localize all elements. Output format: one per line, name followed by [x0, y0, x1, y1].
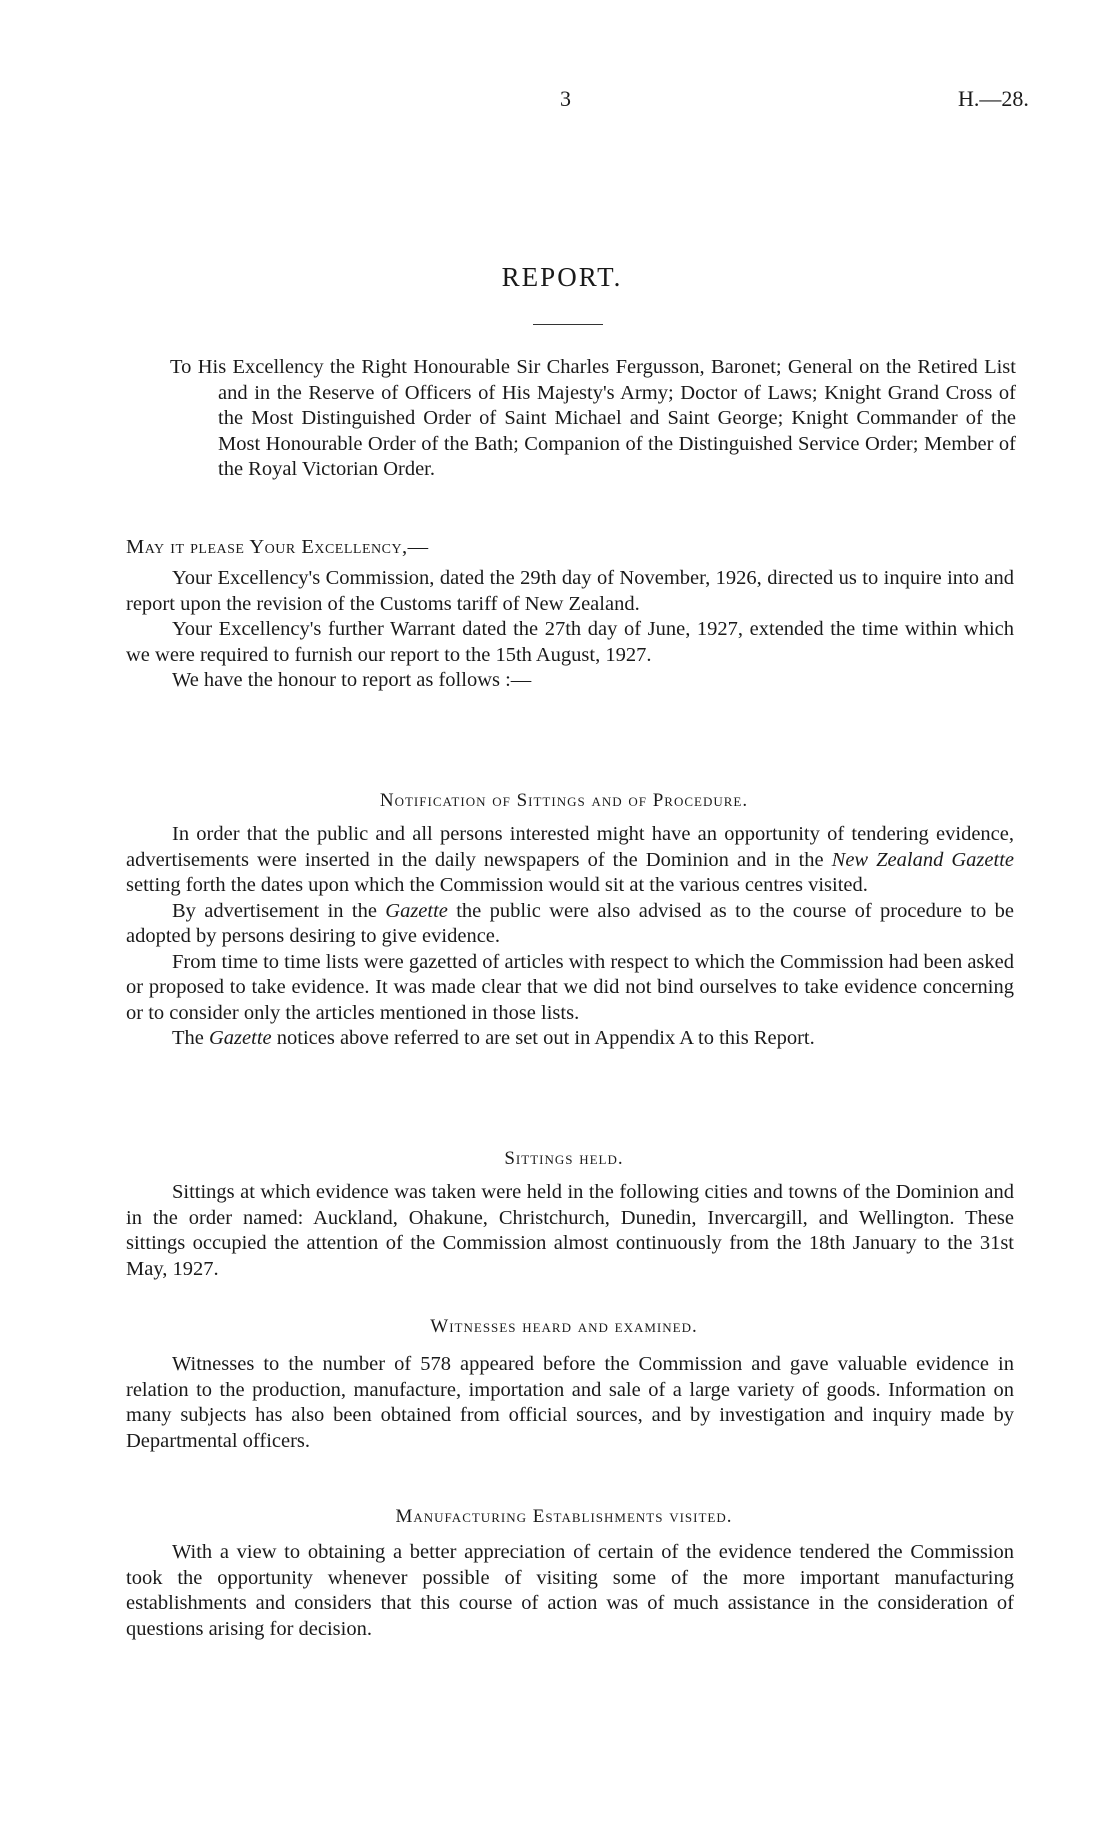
notification-paragraph-1: In order that the public and all persons interested might have an opportunity of tendering evidence, advertisements were inserted in the daily newspapers of the Dominion and in the New Zealand Gazette setting forth the dates upon which the Commission would sit at the various centres visited. [126, 823, 1014, 896]
heading-witnesses: Witnesses heard and examined. [430, 1316, 698, 1337]
witnesses-paragraph: Witnesses to the number of 578 appeared before the Commission and gave valuable evidence in relation to the production, manufacture, importation and sale of a large variety of goods. Information on many subjects has also been obtained from official sources, and by investigation and inquiry made by Departmental officers. [126, 1353, 1014, 1452]
gazette-ref: Gazette [209, 1027, 272, 1049]
manufacturing-section [126, 1540, 1014, 1642]
intro-paragraph-report: We have the honour to report as follows :— [172, 669, 532, 691]
witnesses-section [126, 1352, 1014, 1454]
notification-paragraph-3: From time to time lists were gazetted of articles with respect to which the Commission had been asked or proposed to take evidence. It was made clear that we did not bind ourselves to take evidence concerning or to consider only the articles mentioned in those lists. [126, 950, 1015, 1024]
notification-section [126, 822, 1014, 1052]
page-number: 3 [560, 86, 571, 111]
intro-paragraph-warrant: Your Excellency's further Warrant dated the 27th day of June, 1927, extended the time within which we were required to furnish our report to the 15th August, 1927. [126, 618, 1014, 666]
gazette-title: New Zealand Gazette [831, 848, 1014, 871]
salutation: May it please Your Excellency,— [126, 536, 429, 558]
manufacturing-paragraph: With a view to obtaining a better appreciation of certain of the evidence tendered the Commission took the opportunity whenever possible of visiting some of the more important manufacturing establishments and considers that this course of action was of much assistance in the consideration of questions arising for decision. [126, 1541, 1014, 1640]
intro-section [126, 566, 1014, 694]
heading-sittings: Sittings held. [504, 1148, 624, 1169]
intro-paragraph-commission: Your Excellency's Commission, dated the 29th day of November, 1926, directed us to inquire into and report upon the revision of the Customs tariff of New Zealand. [126, 567, 1014, 615]
document-reference: H.—28. [958, 86, 1029, 111]
title-divider [533, 324, 603, 325]
gazette-ref: Gazette [385, 899, 448, 922]
heading-notification: Notification of Sittings and of Procedure. [379, 790, 749, 811]
sittings-section [126, 1180, 1014, 1282]
report-title: REPORT. [501, 262, 623, 292]
address-paragraph: To His Excellency the Right Honourable Sir Charles Fergusson, Baronet; General on the Retired List and in the Reserve of Officers of His Majesty's Army; Doctor of Laws; Knight Grand Cross of the Most Distinguished Order of Saint Michael and Saint George; Knight Commander of the Most Honourable Order of the Bath; Companion of the Distinguished Service Order; Member of the Royal Victorian Order. [170, 356, 1016, 480]
notification-paragraph-4: The Gazette notices above referred to are set out in Appendix A to this Report. [172, 1027, 815, 1049]
sittings-paragraph: Sittings at which evidence was taken were held in the following cities and towns of the Dominion and in the order named: Auckland, Ohakune, Christchurch, Dunedin, Invercargill, and Wellington. These sittings occupied the attention of the Commission almost continuously from the 18th January to the 31st May, 1927. [126, 1181, 1014, 1280]
heading-manufacturing: Manufacturing Establishments visited. [395, 1506, 733, 1527]
notification-paragraph-2: By advertisement in the Gazette the public were also advised as to the course of procedure to be adopted by persons desiring to give evidence. [126, 899, 1014, 947]
